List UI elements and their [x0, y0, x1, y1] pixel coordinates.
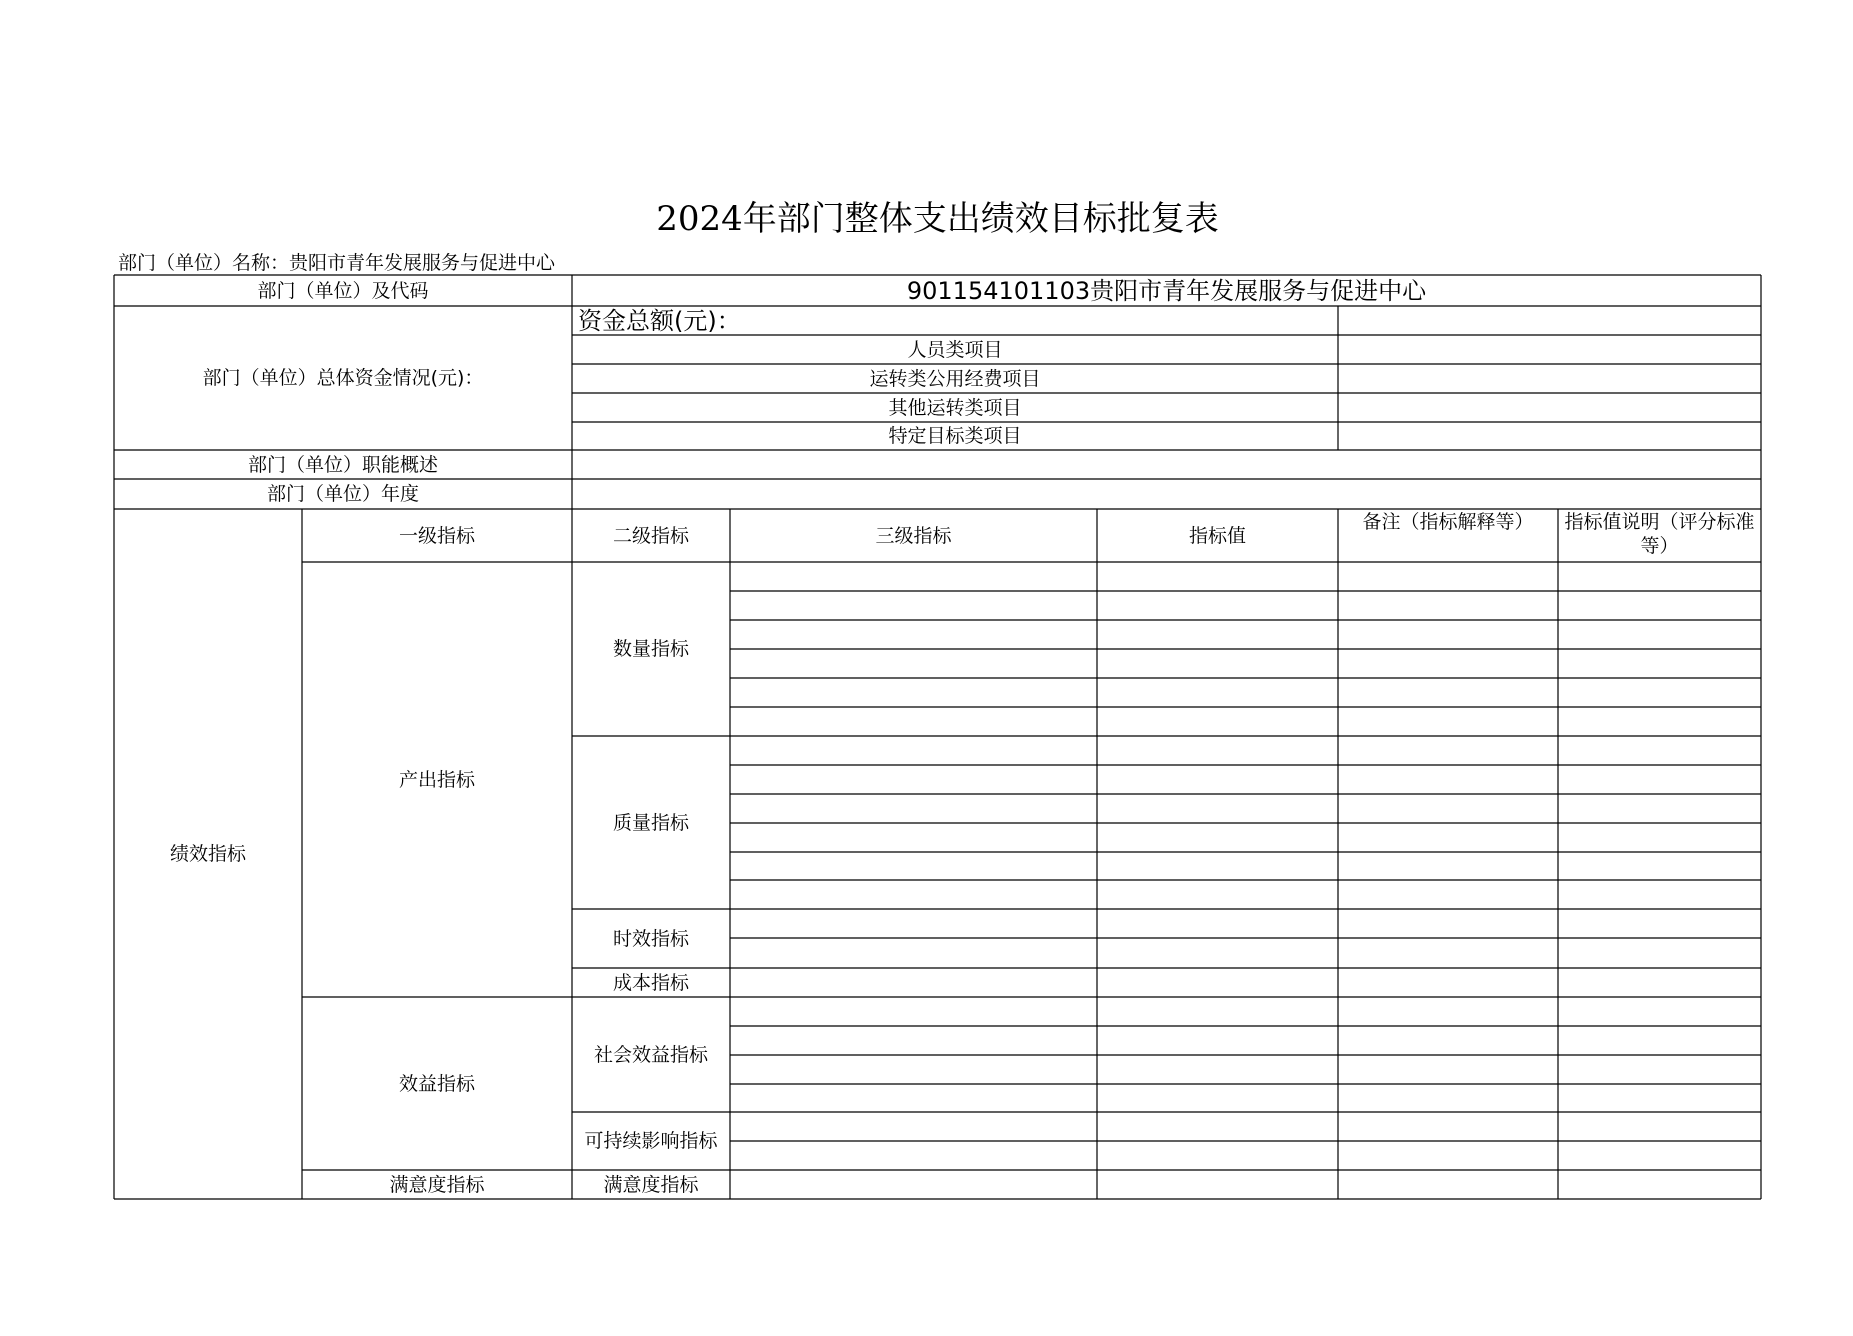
functions-label: 部门（单位）职能概述: [247, 453, 438, 476]
annual-label: 部门（单位）年度: [266, 483, 419, 505]
funds-item-special-target: 特定目标类项目: [888, 425, 1022, 447]
header-level2: 二级指标: [612, 524, 689, 547]
header-level1: 一级指标: [398, 524, 475, 547]
level2-quantity: 数量指标: [612, 638, 689, 660]
level1-output: 产出指标: [398, 768, 475, 791]
header-value-description: 指标值说明（评分标准等）: [1564, 511, 1755, 557]
dept-code-value: 901154101103贵阳市青年发展服务与促进中心: [906, 276, 1427, 305]
funds-total-label: 资金总额(元)：: [578, 306, 741, 335]
performance-indicators-label: 绩效指标: [169, 843, 246, 865]
level1-benefit: 效益指标: [398, 1072, 475, 1095]
funds-item-other-operation: 其他运转类项目: [888, 396, 1022, 419]
level1-satisfaction: 满意度指标: [389, 1173, 485, 1196]
level2-cost: 成本指标: [612, 971, 689, 994]
funds-label: 部门（单位）总体资金情况(元)：: [202, 367, 484, 389]
level2-timeliness: 时效指标: [612, 927, 689, 950]
funds-item-personnel: 人员类项目: [907, 338, 1003, 361]
header-level3: 三级指标: [875, 524, 952, 547]
funds-item-public-expense: 运转类公用经费项目: [869, 367, 1041, 390]
level2-sustainable-impact: 可持续影响指标: [584, 1130, 718, 1152]
header-remark: 备注（指标解释等）: [1362, 511, 1534, 533]
level2-social-benefit: 社会效益指标: [593, 1043, 708, 1066]
page-title: 2024年部门整体支出绩效目标批复表: [656, 199, 1219, 239]
header-value: 指标值: [1188, 524, 1246, 547]
department-name-line: 部门（单位）名称：贵阳市青年发展服务与促进中心: [118, 252, 556, 274]
level2-quality: 质量指标: [612, 811, 689, 834]
dept-code-label: 部门（单位）及代码: [257, 279, 429, 302]
level2-satisfaction: 满意度指标: [603, 1173, 699, 1196]
